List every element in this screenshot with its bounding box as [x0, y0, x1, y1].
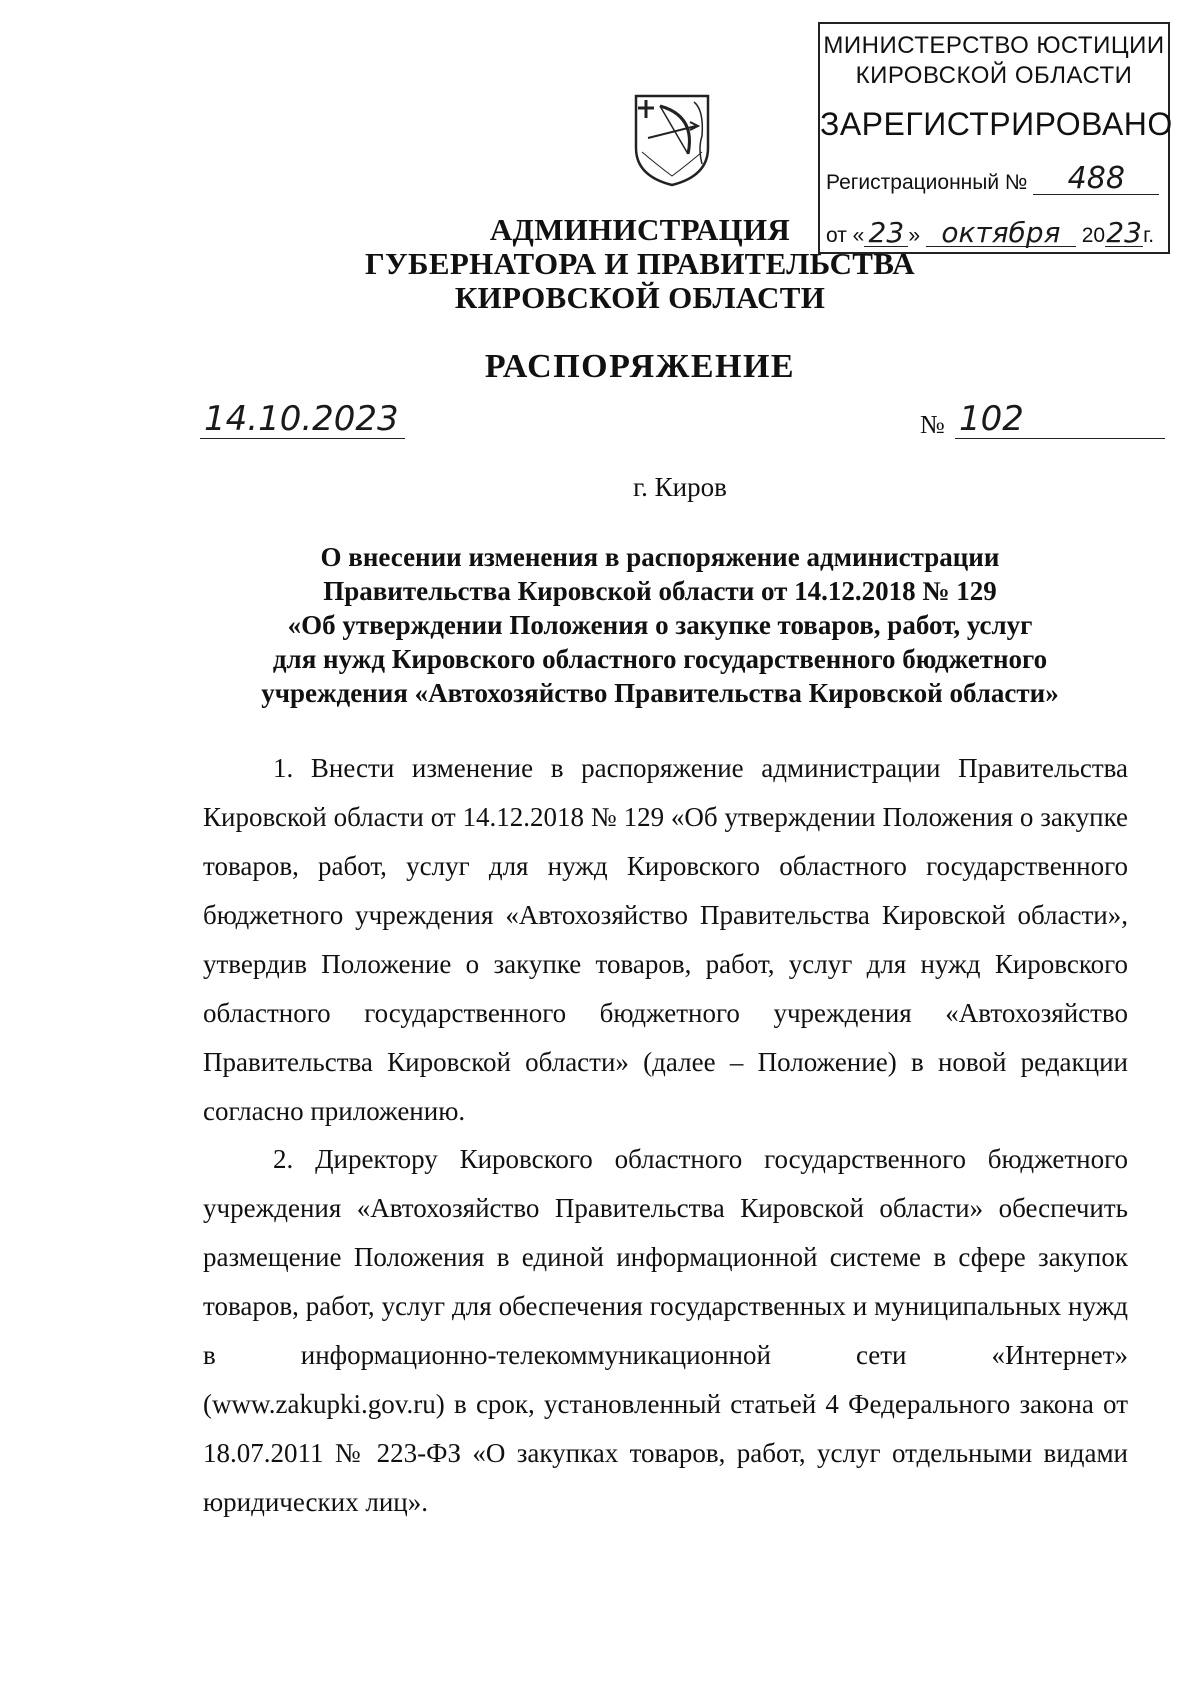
- stamp-ministry-line1: МИНИСТЕРСТВО ЮСТИЦИИ: [823, 32, 1165, 59]
- subject-line: для нужд Кировского областного государственного бюджетного: [272, 644, 1048, 674]
- document-date: 14.10.2023: [200, 400, 405, 439]
- stamp-date-year-suffix: 23: [1106, 216, 1142, 249]
- document-number: 102: [955, 400, 1165, 439]
- stamp-reg-label: Регистрационный №: [826, 171, 1028, 194]
- stamp-date-day: 23: [864, 220, 908, 247]
- stamp-registered: ЗАРЕГИСТРИРОВАНО: [820, 106, 1173, 142]
- subject-line: учреждения «Автохозяйство Правительства Кировской области»: [261, 678, 1059, 708]
- body-paragraph-2: [203, 1135, 1128, 1527]
- stamp-registration-row: [826, 161, 1159, 196]
- city: г. Киров: [633, 472, 727, 502]
- stamp-date-year-end: г.: [1143, 224, 1155, 247]
- stamp-date-year-prefix: 20: [1081, 224, 1106, 247]
- subject-line: Правительства Кировской области от 14.12.2018 № 129: [323, 576, 997, 606]
- org-line2: ГУБЕРНАТОРА И ПРАВИТЕЛЬСТВА: [364, 246, 915, 281]
- paragraph-text: 2. Директору Кировского областного государственного бюджетного учреждения «Автохозяйство Правительства Кировской области» обеспечить размещение Положения в единой информационной системе в сфере закупок товаров, работ, услуг для обеспечения государственных и муниципальных нужд в информационно-телекоммуникационной сети «Интернет» (www.zakupki.gov.ru) в срок, установленный статьей 4 Федерального закона от 18.07.2011 № 223-ФЗ «О закупках товаров, работ, услуг отдельными видами юридических лиц».: [203, 1144, 1128, 1517]
- stamp-date-prefix: от «: [826, 224, 865, 247]
- stamp-reg-number: 488: [1067, 161, 1125, 196]
- stamp-date-month: октября: [926, 220, 1076, 247]
- doc-type-title: РАСПОРЯЖЕНИЕ: [484, 348, 796, 385]
- coat-of-arms-icon: [632, 92, 712, 188]
- org-line3: КИРОВСКОЙ ОБЛАСТИ: [454, 280, 826, 315]
- subject-line: О внесении изменения в распоряжение администрации: [320, 542, 1000, 572]
- stamp-ministry-line2: КИРОВСКОЙ ОБЛАСТИ: [855, 62, 1133, 89]
- paragraph-text: 1. Внести изменение в распоряжение администрации Правительства Кировской области от 14.12.2018 № 129 «Об утверждении Положения о закупке товаров, работ, услуг для нужд Кировского областного государственного бюджетного учреждения «Автохозяйство Правительства Кировской области», утвердив Положение о закупке товаров, работ, услуг для нужд Кировского областного государственного бюджетного учреждения «Автохозяйство Правительства Кировской области» (далее – Положение) в новой редакции согласно приложению.: [203, 753, 1128, 1126]
- stamp-date-mid: »: [908, 224, 921, 247]
- subject-line: «Об утверждении Положения о закупке товаров, работ, услуг: [287, 610, 1033, 640]
- body-paragraph-1: [203, 744, 1128, 1136]
- document-subject: [220, 540, 1100, 710]
- org-line1: АДМИНИСТРАЦИЯ: [489, 212, 791, 247]
- number-label: №: [920, 410, 945, 439]
